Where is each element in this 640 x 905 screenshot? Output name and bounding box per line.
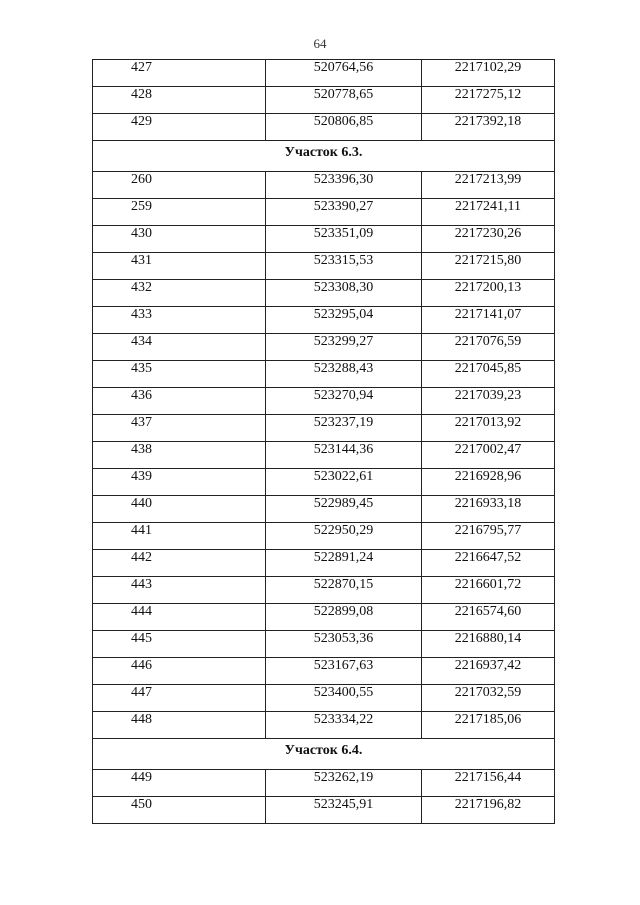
point-number-cell: 439: [93, 469, 266, 496]
y-coordinate-cell: 2217045,85: [422, 361, 555, 388]
point-number-cell: 259: [93, 199, 266, 226]
x-coordinate-cell: 523262,19: [266, 770, 422, 797]
point-number-cell: 449: [93, 770, 266, 797]
x-coordinate-cell: 520806,85: [266, 114, 422, 141]
table-row: [93, 415, 555, 442]
y-coordinate-cell: 2217275,12: [422, 87, 555, 114]
x-coordinate-cell: 520764,56: [266, 60, 422, 87]
table-row: [93, 172, 555, 199]
point-number-cell: 432: [93, 280, 266, 307]
point-number-cell: 435: [93, 361, 266, 388]
point-number-cell: 437: [93, 415, 266, 442]
table-row: [93, 770, 555, 797]
point-number-cell: 430: [93, 226, 266, 253]
table-row: [93, 226, 555, 253]
point-number-cell: 446: [93, 658, 266, 685]
point-number-cell: 427: [93, 60, 266, 87]
x-coordinate-cell: 520778,65: [266, 87, 422, 114]
y-coordinate-cell: 2217013,92: [422, 415, 555, 442]
point-number-cell: 431: [93, 253, 266, 280]
y-coordinate-cell: 2217156,44: [422, 770, 555, 797]
x-coordinate-cell: 523351,09: [266, 226, 422, 253]
table-row: [93, 712, 555, 739]
table-row: [93, 307, 555, 334]
x-coordinate-cell: 523144,36: [266, 442, 422, 469]
section-header-row: [93, 739, 555, 770]
point-number-cell: 443: [93, 577, 266, 604]
point-number-cell: 442: [93, 550, 266, 577]
point-number-cell: 436: [93, 388, 266, 415]
y-coordinate-cell: 2217102,29: [422, 60, 555, 87]
y-coordinate-cell: 2217076,59: [422, 334, 555, 361]
x-coordinate-cell: 523270,94: [266, 388, 422, 415]
table-row: [93, 442, 555, 469]
x-coordinate-cell: 523295,04: [266, 307, 422, 334]
y-coordinate-cell: 2216795,77: [422, 523, 555, 550]
x-coordinate-cell: 523237,19: [266, 415, 422, 442]
y-coordinate-cell: 2216574,60: [422, 604, 555, 631]
table-row: [93, 469, 555, 496]
point-number-cell: 434: [93, 334, 266, 361]
table-row: [93, 496, 555, 523]
y-coordinate-cell: 2217213,99: [422, 172, 555, 199]
point-number-cell: 438: [93, 442, 266, 469]
y-coordinate-cell: 2216928,96: [422, 469, 555, 496]
x-coordinate-cell: 523334,22: [266, 712, 422, 739]
table-row: [93, 388, 555, 415]
table-row: [93, 60, 555, 87]
x-coordinate-cell: 523315,53: [266, 253, 422, 280]
table-row: [93, 685, 555, 712]
x-coordinate-cell: 522989,45: [266, 496, 422, 523]
coordinates-table-body: [93, 60, 555, 824]
point-number-cell: 433: [93, 307, 266, 334]
point-number-cell: 450: [93, 797, 266, 824]
x-coordinate-cell: 523288,43: [266, 361, 422, 388]
table-row: [93, 253, 555, 280]
y-coordinate-cell: 2216647,52: [422, 550, 555, 577]
y-coordinate-cell: 2217196,82: [422, 797, 555, 824]
x-coordinate-cell: 523053,36: [266, 631, 422, 658]
table-row: [93, 604, 555, 631]
x-coordinate-cell: 523022,61: [266, 469, 422, 496]
y-coordinate-cell: 2217032,59: [422, 685, 555, 712]
table-row: [93, 87, 555, 114]
y-coordinate-cell: 2217241,11: [422, 199, 555, 226]
x-coordinate-cell: 523299,27: [266, 334, 422, 361]
y-coordinate-cell: 2216880,14: [422, 631, 555, 658]
x-coordinate-cell: 523308,30: [266, 280, 422, 307]
y-coordinate-cell: 2216933,18: [422, 496, 555, 523]
point-number-cell: 444: [93, 604, 266, 631]
point-number-cell: 440: [93, 496, 266, 523]
y-coordinate-cell: 2217039,23: [422, 388, 555, 415]
point-number-cell: 260: [93, 172, 266, 199]
y-coordinate-cell: 2217392,18: [422, 114, 555, 141]
x-coordinate-cell: 523400,55: [266, 685, 422, 712]
x-coordinate-cell: 522870,15: [266, 577, 422, 604]
page-number: 64: [313, 36, 327, 51]
y-coordinate-cell: 2217230,26: [422, 226, 555, 253]
table-row: [93, 523, 555, 550]
section-header-row: [93, 141, 555, 172]
y-coordinate-cell: 2217215,80: [422, 253, 555, 280]
x-coordinate-cell: 522950,29: [266, 523, 422, 550]
y-coordinate-cell: 2217002,47: [422, 442, 555, 469]
y-coordinate-cell: 2217141,07: [422, 307, 555, 334]
table-row: [93, 797, 555, 824]
x-coordinate-cell: 523245,91: [266, 797, 422, 824]
y-coordinate-cell: 2217200,13: [422, 280, 555, 307]
table-row: [93, 199, 555, 226]
table-row: [93, 577, 555, 604]
table-row: [93, 361, 555, 388]
point-number-cell: 429: [93, 114, 266, 141]
coordinates-table: [92, 59, 555, 824]
section-title: Участок 6.3.: [93, 141, 555, 172]
table-row: [93, 631, 555, 658]
point-number-cell: 441: [93, 523, 266, 550]
table-row: [93, 658, 555, 685]
point-number-cell: 448: [93, 712, 266, 739]
y-coordinate-cell: 2216601,72: [422, 577, 555, 604]
x-coordinate-cell: 522899,08: [266, 604, 422, 631]
x-coordinate-cell: 523390,27: [266, 199, 422, 226]
table-row: [93, 114, 555, 141]
point-number-cell: 445: [93, 631, 266, 658]
y-coordinate-cell: 2217185,06: [422, 712, 555, 739]
y-coordinate-cell: 2216937,42: [422, 658, 555, 685]
table-row: [93, 280, 555, 307]
x-coordinate-cell: 523396,30: [266, 172, 422, 199]
x-coordinate-cell: 522891,24: [266, 550, 422, 577]
section-title: Участок 6.4.: [93, 739, 555, 770]
point-number-cell: 428: [93, 87, 266, 114]
point-number-cell: 447: [93, 685, 266, 712]
x-coordinate-cell: 523167,63: [266, 658, 422, 685]
table-row: [93, 550, 555, 577]
table-row: [93, 334, 555, 361]
